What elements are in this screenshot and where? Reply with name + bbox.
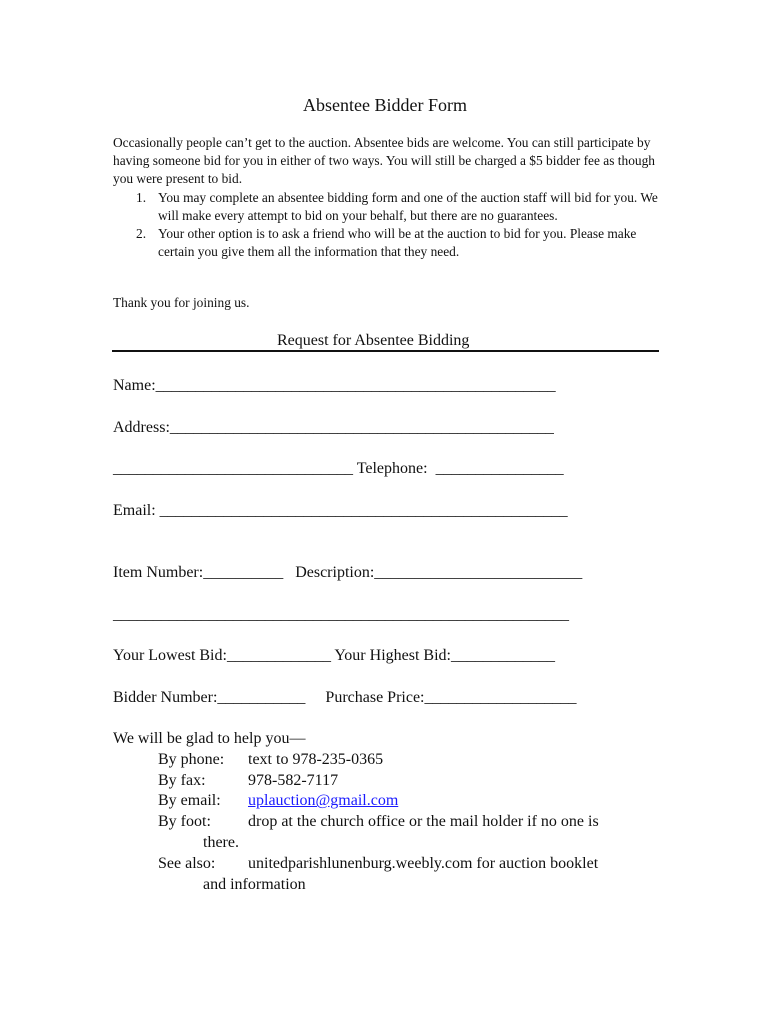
email-link[interactable]: uplauction@gmail.com [248,792,399,810]
intro-paragraph: Occasionally people can’t get to the auction. Absentee bids are welcome. You can still participate by having someone bid for you in either of two ways. You will still be charged a $5 bidder fee as though you were present to bid. [113,135,655,187]
see-also-label: See also: [158,854,216,872]
fax-row [113,771,339,792]
see-also-row [113,854,599,875]
option-number: 1. [136,189,147,205]
section-divider [112,350,659,352]
name-field[interactable]: Name:__________________________________________________ [113,377,556,394]
help-heading: We will be glad to help you— [113,730,306,747]
thanks-text: Thank you for joining us. [113,295,250,310]
option-text: You may complete an absentee bidding form and one of the auction staff will bid for you. We will make every attempt to bid on your behalf, but there are no guarantees. [158,189,658,223]
email-label: By email: [158,792,221,810]
option-item [113,189,673,225]
see-also-value: unitedparishlunenburg.weebly.com for auction booklet [248,854,599,872]
foot-continuation-row [113,833,305,854]
email-row [113,791,399,812]
see-also-continuation: and information [203,875,306,893]
foot-label: By foot: [158,813,211,831]
bid-range-field[interactable]: Your Lowest Bid:_____________ Your Highest Bid:_____________ [113,647,555,664]
phone-row [113,750,384,771]
option-text: Your other option is to ask a friend who will be at the auction to bid for you. Please make certain you give them all the information that they need. [158,226,637,260]
phone-label: By phone: [158,750,225,768]
foot-row [113,812,599,833]
foot-continuation: there. [203,833,239,851]
see-also-continuation-row [113,875,305,896]
foot-value: drop at the church office or the mail holder if no one is [248,813,599,831]
item-description-field[interactable]: Item Number:__________ Description:__________________________ [113,564,583,581]
phone-value: text to 978-235-0365 [248,750,384,768]
fax-label: By fax: [158,771,206,789]
address-field[interactable]: Address:________________________________________________ [113,419,554,436]
address-telephone-field[interactable]: ______________________________ Telephone: ________________ [113,460,564,477]
options-list [113,189,673,262]
page-title: Absentee Bidder Form [303,95,467,115]
option-item [113,225,673,261]
description-continuation-field[interactable]: _________________________________________________________ [113,606,569,623]
bidder-purchase-field[interactable]: Bidder Number:___________ Purchase Price:___________________ [113,689,577,706]
request-title: Request for Absentee Bidding [277,332,470,349]
option-number: 2. [136,226,147,242]
fax-value: 978-582-7117 [248,771,339,789]
intro-section [113,134,673,261]
help-section [113,729,599,895]
email-field[interactable]: Email: ___________________________________________________ [113,502,568,519]
